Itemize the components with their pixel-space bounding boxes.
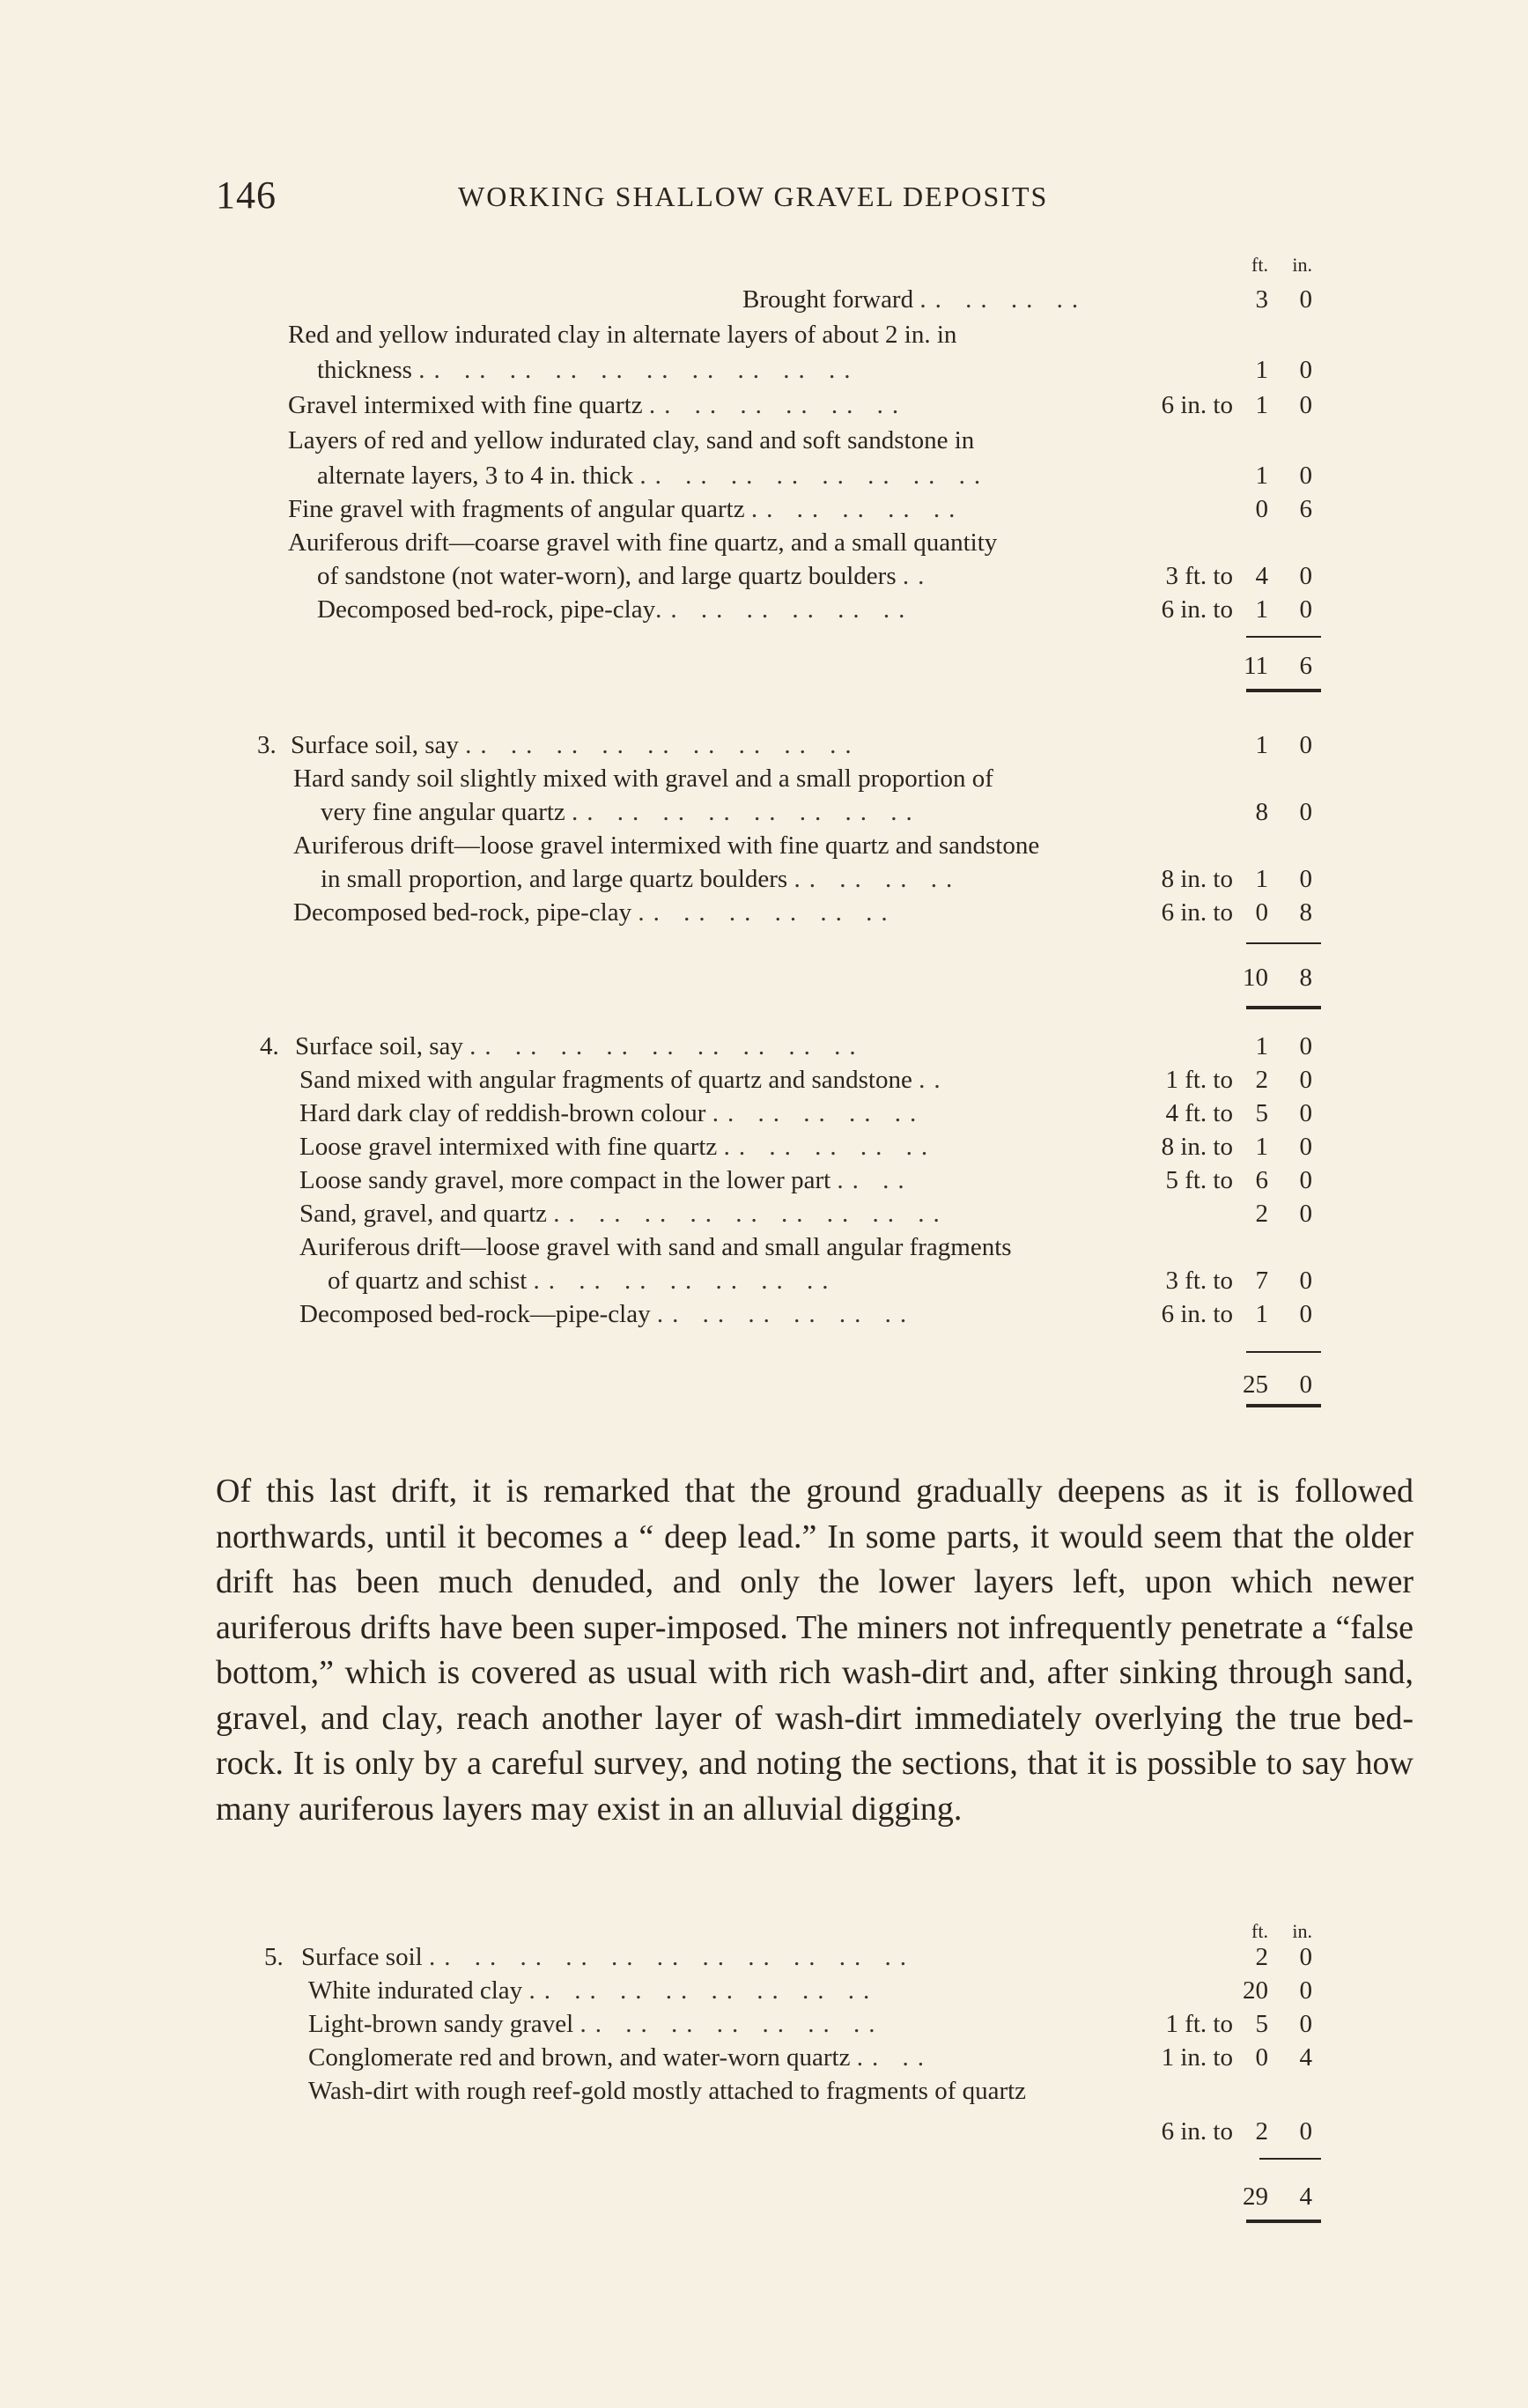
table-row (0, 1099, 1528, 1134)
total-row (0, 1370, 1528, 1406)
table-row (0, 731, 1528, 766)
in-value: 0 (1299, 1300, 1312, 1328)
range-value: 6 in. to (1161, 898, 1233, 927)
range-value: 6 in. to (1161, 2117, 1233, 2146)
table-row (0, 595, 1528, 631)
ft-value: 2 (1255, 1200, 1268, 1228)
in-value: 0 (1299, 462, 1312, 490)
row-description: White indurated clay .. .. .. .. .. .. .. .. (308, 1976, 879, 2005)
ft-value: 1 (1255, 865, 1268, 893)
ft-value: 0 (1255, 898, 1268, 927)
sum-rule (1246, 636, 1321, 638)
ft-header: ft. (1251, 254, 1268, 276)
row-description: in small proportion, and large quartz boulders .. .. .. .. (321, 865, 962, 893)
row-description: Loose gravel intermixed with fine quartz .. .. .. .. .. (299, 1133, 937, 1161)
table-row (0, 2010, 1528, 2045)
ft-value: 2 (1255, 1066, 1268, 1094)
ft-value: 20 (1243, 1976, 1268, 2005)
ft-value: 5 (1255, 1099, 1268, 1127)
table-row (0, 898, 1528, 934)
table-row (0, 1976, 1528, 2012)
sum-rule (1246, 942, 1321, 944)
total-rule (1246, 1006, 1321, 1009)
table-row-continuation (0, 2117, 1528, 2153)
in-value: 4 (1299, 2043, 1312, 2072)
row-description: Decomposed bed-rock, pipe-clay.. .. .. .. .. .. (317, 595, 914, 624)
ft-value: 1 (1255, 1300, 1268, 1328)
in-value: 0 (1299, 731, 1312, 759)
ft-value: 0 (1255, 495, 1268, 523)
range-value: 6 in. to (1161, 595, 1233, 624)
ft-header: ft. (1251, 1920, 1268, 1942)
range-value: 8 in. to (1161, 865, 1233, 893)
row-description: Sand mixed with angular fragments of quartz and sandstone .. (299, 1066, 949, 1094)
row-description: Surface soil, say .. .. .. .. .. .. .. .. .. (295, 1032, 865, 1060)
total-rule (1246, 1404, 1321, 1407)
range-value: 3 ft. to (1165, 562, 1233, 590)
row-description: Hard dark clay of reddish-brown colour .. .. .. .. .. (299, 1099, 926, 1127)
table-row (0, 495, 1528, 530)
in-value: 0 (1299, 1133, 1312, 1161)
range-value: 1 ft. to (1165, 2010, 1233, 2038)
range-value: 1 ft. to (1165, 1066, 1233, 1094)
ft-value: 1 (1255, 462, 1268, 490)
range-value: 3 ft. to (1165, 1267, 1233, 1295)
in-value: 0 (1299, 2117, 1312, 2146)
range-value: 6 in. to (1161, 1300, 1233, 1328)
table-row (0, 1032, 1528, 1067)
total-in: 0 (1299, 1370, 1312, 1399)
row-description: Auriferous drift—loose gravel with sand and small angular fragments (299, 1233, 1012, 1261)
in-value: 0 (1299, 865, 1312, 893)
table-row (0, 321, 1528, 356)
ft-value: 1 (1255, 1032, 1268, 1060)
in-value: 0 (1299, 1066, 1312, 1094)
table-row (0, 2077, 1528, 2112)
table-row (0, 528, 1528, 564)
range-value: 4 ft. to (1165, 1099, 1233, 1127)
ft-value: 6 (1255, 1166, 1268, 1194)
table-row-continuation (0, 356, 1528, 391)
range-value: 1 in. to (1161, 2043, 1233, 2072)
row-description: Layers of red and yellow indurated clay, sand and soft sandstone in (288, 426, 975, 454)
row-description: Light-brown sandy gravel .. .. .. .. .. .. .. (308, 2010, 884, 2038)
range-value: 6 in. to (1161, 391, 1233, 419)
column-headers (0, 254, 1528, 289)
table-row (0, 1233, 1528, 1268)
in-value: 6 (1299, 495, 1312, 523)
row-description: Hard sandy soil slightly mixed with gravel and a small proportion of (293, 765, 993, 793)
row-description: Sand, gravel, and quartz .. .. .. .. .. .. .. .. .. (299, 1200, 949, 1228)
ft-value: 1 (1255, 391, 1268, 419)
total-ft: 29 (1243, 2183, 1268, 2211)
ft-value: 3 (1255, 285, 1268, 314)
row-description: Conglomerate red and brown, and water-worn quartz .. .. (308, 2043, 933, 2072)
table-row (0, 1200, 1528, 1235)
in-value: 0 (1299, 1200, 1312, 1228)
in-value: 0 (1299, 356, 1312, 384)
ft-value: 2 (1255, 1943, 1268, 1971)
table-row (0, 1943, 1528, 1978)
in-value: 0 (1299, 562, 1312, 590)
row-description: Surface soil, say .. .. .. .. .. .. .. .. .. (291, 731, 860, 759)
body-paragraph: Of this last drift, it is remarked that the ground gradually deepens as it is followed northwards, until it becomes a “ deep lead.” In some parts, it would seem that the older drift has been much denuded, and only the lower layers left, upon which newer auriferous drifts have been super-imposed. The miners not infrequently penetrate a “false bottom,” which is covered as usual with rich wash-dirt and, after sinking through sand, gravel, and clay, reach another layer of wash-dirt immediately overlying the true bed-rock. It is only by a careful survey, and noting the sections, that it is possible to say how many auriferous layers may exist in an alluvial digging. (216, 1473, 1414, 1828)
range-value: 8 in. to (1161, 1133, 1233, 1161)
table-row (0, 765, 1528, 800)
ft-value: 0 (1255, 2043, 1268, 2072)
table-row (0, 1066, 1528, 1101)
row-description: Fine gravel with fragments of angular quartz .. .. .. .. .. (288, 495, 964, 523)
brought-forward-label: Brought forward .. .. .. .. (742, 285, 1088, 314)
total-in: 4 (1299, 2183, 1312, 2211)
ft-value: 8 (1255, 798, 1268, 826)
range-value: 5 ft. to (1165, 1166, 1233, 1194)
ft-value: 1 (1255, 731, 1268, 759)
table-row (0, 1300, 1528, 1335)
in-value: 0 (1299, 1943, 1312, 1971)
ft-value: 7 (1255, 1267, 1268, 1295)
total-ft: 10 (1243, 964, 1268, 992)
in-value: 0 (1299, 1032, 1312, 1060)
section-number: 5. (264, 1943, 284, 1971)
row-description: Loose sandy gravel, more compact in the lower part .. .. (299, 1166, 913, 1194)
row-description: of sandstone (not water-worn), and large quartz boulders .. (317, 562, 934, 590)
table-row (0, 426, 1528, 462)
total-ft: 25 (1243, 1370, 1268, 1399)
running-head: WORKING SHALLOW GRAVEL DEPOSITS (458, 181, 1049, 212)
in-value: 0 (1299, 1267, 1312, 1295)
total-in: 6 (1299, 652, 1312, 680)
total-row (0, 2183, 1528, 2218)
row-description: Decomposed bed-rock, pipe-clay .. .. .. .. .. .. (293, 898, 897, 927)
total-row (0, 652, 1528, 687)
in-value: 0 (1299, 1166, 1312, 1194)
row-description: Surface soil .. .. .. .. .. .. .. .. .. .. .. (301, 1943, 915, 1971)
ft-value: 1 (1255, 595, 1268, 624)
section-number: 4. (260, 1032, 279, 1060)
in-value: 0 (1299, 285, 1312, 314)
row-description: Red and yellow indurated clay in alternate layers of about 2 in. in (288, 321, 957, 349)
table-row (0, 391, 1528, 426)
in-value: 0 (1299, 798, 1312, 826)
row-description: very fine angular quartz .. .. .. .. .. .. .. .. (321, 798, 921, 826)
total-rule (1246, 2220, 1321, 2223)
row-description: Auriferous drift—coarse gravel with fine quartz, and a small quantity (288, 528, 998, 557)
total-in: 8 (1299, 964, 1312, 992)
ft-value: 1 (1255, 356, 1268, 384)
row-description: thickness .. .. .. .. .. .. .. .. .. .. (317, 356, 860, 384)
total-ft: 11 (1244, 652, 1268, 680)
in-value: 0 (1299, 2010, 1312, 2038)
table-row (0, 1133, 1528, 1168)
sum-rule (1259, 2158, 1321, 2160)
in-value: 0 (1299, 595, 1312, 624)
table-row-continuation (0, 462, 1528, 497)
table-row-continuation (0, 562, 1528, 597)
row-description: Wash-dirt with rough reef-gold mostly attached to fragments of quartz (308, 2077, 1027, 2105)
table-row (0, 1166, 1528, 1201)
table-row (0, 2043, 1528, 2079)
ft-value: 4 (1255, 562, 1268, 590)
ft-value: 1 (1255, 1133, 1268, 1161)
in-value: 0 (1299, 1099, 1312, 1127)
table-row-continuation (0, 865, 1528, 900)
row-description: Auriferous drift—loose gravel intermixed with fine quartz and sandstone (293, 831, 1040, 860)
ft-value: 5 (1255, 2010, 1268, 2038)
row-description: alternate layers, 3 to 4 in. thick .. .. .. .. .. .. .. .. (317, 462, 990, 490)
in-header: in. (1292, 1920, 1312, 1942)
row-description: Gravel intermixed with fine quartz .. .. .. .. .. .. (288, 391, 908, 419)
in-header: in. (1292, 254, 1312, 276)
table-row (0, 831, 1528, 867)
table-row-continuation (0, 798, 1528, 833)
in-value: 8 (1299, 898, 1312, 927)
brought-forward-row (0, 285, 1528, 321)
row-description: of quartz and schist .. .. .. .. .. .. .. (328, 1267, 838, 1295)
sum-rule (1246, 1351, 1321, 1353)
in-value: 0 (1299, 1976, 1312, 2005)
table-row-continuation (0, 1267, 1528, 1302)
total-rule (1246, 689, 1321, 692)
section-number: 3. (257, 731, 277, 759)
total-row (0, 964, 1528, 999)
in-value: 0 (1299, 391, 1312, 419)
ft-value: 2 (1255, 2117, 1268, 2146)
row-description: Decomposed bed-rock—pipe-clay .. .. .. .. .. .. (299, 1300, 916, 1328)
page-number: 146 (216, 174, 277, 217)
